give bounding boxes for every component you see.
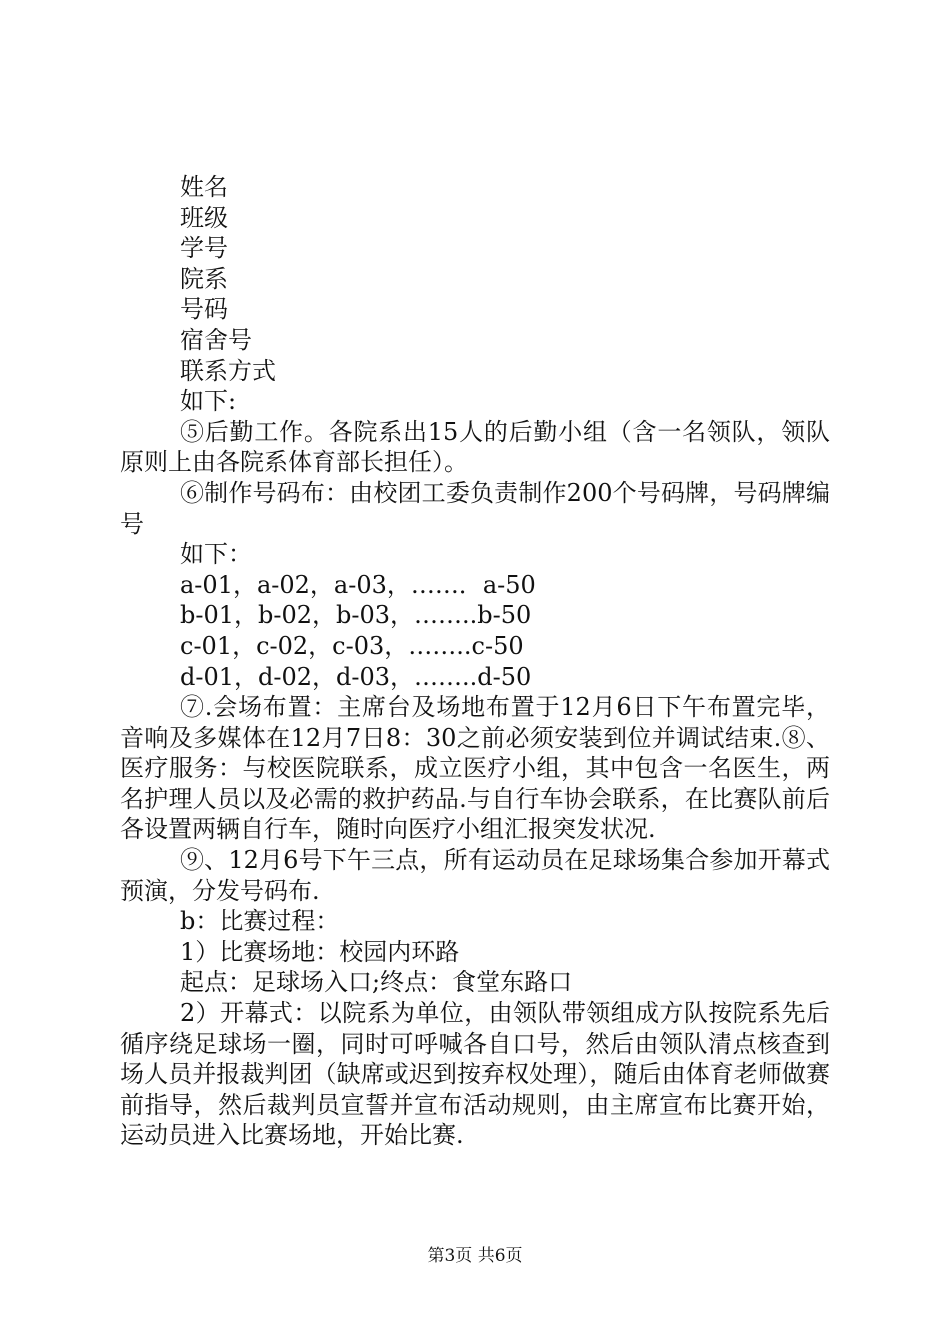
item-6-number-cloth: ⑥制作号码布：由校团工委负责制作200个号码牌，号码牌编号 (120, 478, 830, 538)
number-row-b: b-01，b-02，b-03，……..b-50 (180, 601, 532, 630)
item-7-venue-and-medical: ⑦.会场布置：主席台及场地布置于12月6日下午布置完毕，音响及多媒体在12月7日8：30之前必须安装到位并调试结束.⑧、医疗服务：与校医院联系，成立医疗小组，其中包含一名医生，两名护理人员以及必需的救护药品.与自行车协会联系，在比赛队前后各设置两辆自行车，随时向医疗小组汇报突发状况. (120, 693, 830, 844)
document-body (120, 172, 830, 1151)
field-number: 号码 (180, 295, 228, 324)
field-contact: 联系方式 (180, 356, 276, 385)
page-footer: 第3页 共6页 (427, 1246, 523, 1266)
section-b-heading: b：比赛过程： (180, 907, 340, 936)
follows-label-1: 如下: (180, 387, 237, 416)
field-department: 院系 (180, 264, 228, 293)
number-row-d: d-01，d-02，d-03，……..d-50 (180, 662, 532, 691)
field-name: 姓名 (180, 173, 228, 201)
item-5-logistics: ⑤后勤工作。各院系出15人的后勤小组（含一名领队，领队原则上由各院系体育部长担任）。 (120, 417, 830, 477)
field-class: 班级 (180, 203, 228, 232)
race-venue: 1）比赛场地：校园内环路 (180, 937, 460, 966)
start-end-points: 起点：足球场入口;终点：食堂东路口 (180, 968, 573, 997)
opening-ceremony: 2）开幕式：以院系为单位，由领队带领组成方队按院系先后循序绕足球场一圈，同时可呼喊各自口号，然后由领队清点核查到场人员并报裁判团（缺席或迟到按弃权处理），随后由体育老师做赛前指导，然后裁判员宣誓并宣布活动规则，由主席宣布比赛开始，运动员进入比赛场地，开始比赛. (120, 999, 830, 1150)
number-row-a: a-01，a-02，a-03，……．a-50 (180, 570, 536, 599)
number-row-c: c-01，c-02，c-03，……..c-50 (180, 631, 524, 660)
field-student-id: 学号 (180, 234, 228, 263)
field-dorm: 宿舍号 (180, 325, 252, 354)
follows-label-2: 如下： (180, 540, 252, 569)
item-9-rehearsal: ⑨、12月6号下午三点，所有运动员在足球场集合参加开幕式预演，分发号码布. (120, 846, 830, 905)
